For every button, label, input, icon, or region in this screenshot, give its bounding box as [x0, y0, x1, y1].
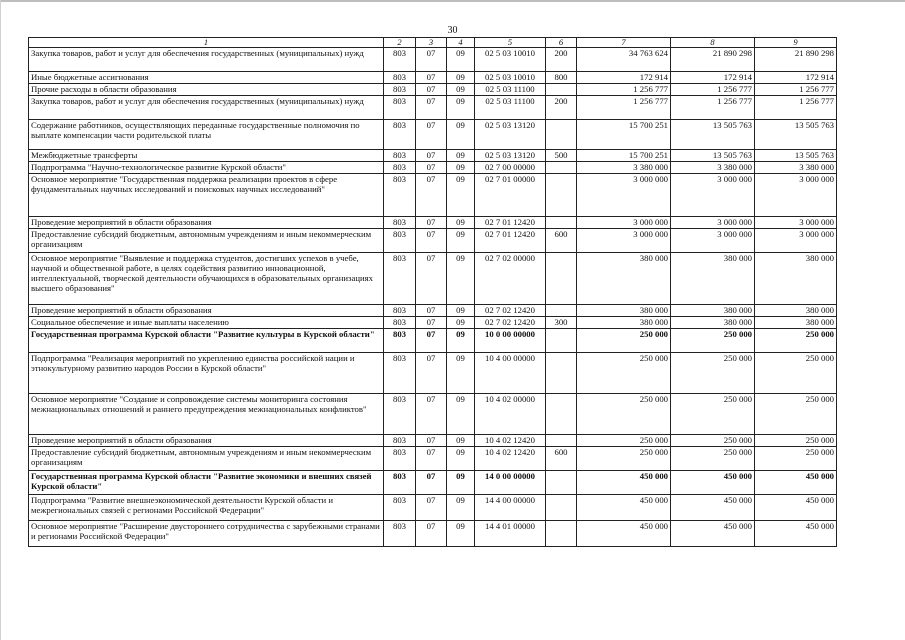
cell-amount-col9: 250 000	[755, 394, 837, 435]
cell-target-article: 14 4 00 00000	[475, 495, 546, 521]
row-name: Государственная программа Курской области "Развитие культуры в Курской области"	[29, 329, 384, 353]
cell-expense-type	[546, 495, 577, 521]
cell-section-code: 07	[416, 353, 447, 394]
cell-amount-col7: 15 700 251	[577, 150, 671, 162]
cell-section-code: 07	[416, 120, 447, 150]
cell-expense-type	[546, 84, 577, 96]
row-name: Иные бюджетные ассигнования	[29, 72, 384, 84]
table-row	[29, 120, 837, 150]
cell-ministry-code: 803	[384, 253, 416, 305]
cell-target-article: 02 5 03 13120	[475, 150, 546, 162]
cell-ministry-code: 803	[384, 48, 416, 72]
table-row	[29, 253, 837, 305]
cell-target-article: 02 7 02 00000	[475, 253, 546, 305]
cell-expense-type	[546, 162, 577, 174]
cell-amount-col8: 3 000 000	[671, 217, 755, 229]
cell-expense-type: 200	[546, 48, 577, 72]
column-number: 5	[475, 38, 546, 48]
cell-amount-col7: 3 000 000	[577, 217, 671, 229]
cell-section-code: 07	[416, 329, 447, 353]
cell-target-article: 02 5 03 11100	[475, 84, 546, 96]
table-row	[29, 72, 837, 84]
table-row	[29, 162, 837, 174]
row-name: Прочие расходы в области образования	[29, 84, 384, 96]
cell-amount-col9: 250 000	[755, 447, 837, 471]
cell-section-code: 07	[416, 394, 447, 435]
cell-amount-col9: 450 000	[755, 521, 837, 547]
cell-target-article: 10 4 02 12420	[475, 435, 546, 447]
table-row	[29, 471, 837, 495]
cell-section-code: 07	[416, 96, 447, 120]
cell-amount-col9: 450 000	[755, 495, 837, 521]
table-row	[29, 174, 837, 217]
table-row	[29, 317, 837, 329]
column-number: 9	[755, 38, 837, 48]
cell-amount-col7: 15 700 251	[577, 120, 671, 150]
cell-amount-col9: 3 000 000	[755, 174, 837, 217]
column-number-row	[29, 38, 837, 48]
cell-target-article: 02 7 01 12420	[475, 229, 546, 253]
cell-subsection-code: 09	[447, 96, 475, 120]
cell-amount-col8: 250 000	[671, 329, 755, 353]
table-row	[29, 353, 837, 394]
cell-amount-col8: 21 890 298	[671, 48, 755, 72]
cell-amount-col8: 172 914	[671, 72, 755, 84]
cell-amount-col7: 250 000	[577, 394, 671, 435]
cell-amount-col7: 250 000	[577, 435, 671, 447]
row-name: Предоставление субсидий бюджетным, автономным учреждениям и иным некоммерческим организациям	[29, 447, 384, 471]
cell-subsection-code: 09	[447, 495, 475, 521]
table-row	[29, 447, 837, 471]
row-name: Основное мероприятие "Расширение двустороннего сотрудничества с зарубежными странами и регионами Российской Федерации"	[29, 521, 384, 547]
row-name: Основное мероприятие "Создание и сопровождение системы мониторинга состояния межнациональных отношений и раннего предупреждения межнациональных конфликтов"	[29, 394, 384, 435]
cell-amount-col8: 13 505 763	[671, 150, 755, 162]
cell-section-code: 07	[416, 84, 447, 96]
cell-expense-type	[546, 120, 577, 150]
cell-section-code: 07	[416, 217, 447, 229]
table-row	[29, 495, 837, 521]
cell-amount-col8: 450 000	[671, 495, 755, 521]
cell-amount-col9: 3 000 000	[755, 217, 837, 229]
row-name: Основное мероприятие "Государственная поддержка реализации проектов в сфере фундаментальных научных исследований и поисковых научных исследований"	[29, 174, 384, 217]
cell-expense-type: 500	[546, 150, 577, 162]
cell-section-code: 07	[416, 495, 447, 521]
cell-section-code: 07	[416, 521, 447, 547]
cell-amount-col9: 250 000	[755, 329, 837, 353]
cell-amount-col8: 3 380 000	[671, 162, 755, 174]
column-number: 2	[384, 38, 416, 48]
cell-ministry-code: 803	[384, 174, 416, 217]
cell-amount-col7: 34 763 624	[577, 48, 671, 72]
cell-expense-type	[546, 174, 577, 217]
cell-expense-type	[546, 253, 577, 305]
cell-amount-col7: 1 256 777	[577, 84, 671, 96]
cell-target-article: 02 5 03 10010	[475, 72, 546, 84]
cell-ministry-code: 803	[384, 471, 416, 495]
cell-amount-col9: 450 000	[755, 471, 837, 495]
row-name: Проведение мероприятий в области образования	[29, 435, 384, 447]
cell-amount-col8: 250 000	[671, 435, 755, 447]
cell-amount-col9: 3 000 000	[755, 229, 837, 253]
cell-amount-col8: 3 000 000	[671, 174, 755, 217]
cell-amount-col9: 380 000	[755, 305, 837, 317]
cell-subsection-code: 09	[447, 305, 475, 317]
column-number: 6	[546, 38, 577, 48]
cell-expense-type	[546, 353, 577, 394]
cell-amount-col7: 450 000	[577, 471, 671, 495]
cell-subsection-code: 09	[447, 253, 475, 305]
cell-amount-col7: 250 000	[577, 447, 671, 471]
cell-target-article: 10 4 02 12420	[475, 447, 546, 471]
cell-amount-col8: 250 000	[671, 353, 755, 394]
cell-subsection-code: 09	[447, 317, 475, 329]
cell-amount-col8: 380 000	[671, 253, 755, 305]
cell-section-code: 07	[416, 48, 447, 72]
cell-subsection-code: 09	[447, 353, 475, 394]
cell-ministry-code: 803	[384, 495, 416, 521]
cell-expense-type: 600	[546, 229, 577, 253]
cell-target-article: 14 0 00 00000	[475, 471, 546, 495]
cell-amount-col7: 1 256 777	[577, 96, 671, 120]
cell-subsection-code: 09	[447, 72, 475, 84]
cell-ministry-code: 803	[384, 162, 416, 174]
cell-amount-col7: 380 000	[577, 253, 671, 305]
table-row	[29, 84, 837, 96]
cell-amount-col7: 250 000	[577, 353, 671, 394]
cell-amount-col8: 250 000	[671, 394, 755, 435]
page-number: 30	[447, 25, 458, 36]
cell-expense-type: 300	[546, 317, 577, 329]
row-name: Проведение мероприятий в области образования	[29, 217, 384, 229]
cell-expense-type: 600	[546, 447, 577, 471]
cell-target-article: 10 0 00 00000	[475, 329, 546, 353]
cell-subsection-code: 09	[447, 329, 475, 353]
table-row	[29, 305, 837, 317]
cell-ministry-code: 803	[384, 72, 416, 84]
cell-expense-type: 200	[546, 96, 577, 120]
cell-subsection-code: 09	[447, 471, 475, 495]
cell-ministry-code: 803	[384, 447, 416, 471]
cell-expense-type	[546, 394, 577, 435]
cell-amount-col9: 1 256 777	[755, 84, 837, 96]
cell-subsection-code: 09	[447, 521, 475, 547]
row-name: Подпрограмма "Развитие внешнеэкономической деятельности Курской области и межрегиональных связей с регионами Российской Федерации"	[29, 495, 384, 521]
cell-amount-col9: 21 890 298	[755, 48, 837, 72]
row-name: Государственная программа Курской области "Развитие экономики и внешних связей Курской области"	[29, 471, 384, 495]
cell-ministry-code: 803	[384, 96, 416, 120]
scan-edge-left	[0, 0, 1, 640]
cell-target-article: 10 4 00 00000	[475, 353, 546, 394]
row-name: Проведение мероприятий в области образования	[29, 305, 384, 317]
cell-expense-type	[546, 521, 577, 547]
cell-amount-col8: 380 000	[671, 305, 755, 317]
cell-amount-col9: 3 380 000	[755, 162, 837, 174]
cell-subsection-code: 09	[447, 435, 475, 447]
cell-amount-col7: 172 914	[577, 72, 671, 84]
column-number: 8	[671, 38, 755, 48]
cell-target-article: 02 7 01 12420	[475, 217, 546, 229]
cell-amount-col9: 1 256 777	[755, 96, 837, 120]
table-row	[29, 48, 837, 72]
cell-section-code: 07	[416, 435, 447, 447]
cell-expense-type	[546, 305, 577, 317]
cell-amount-col9: 250 000	[755, 353, 837, 394]
column-number: 4	[447, 38, 475, 48]
row-name: Подпрограмма "Научно-технологическое развитие Курской области"	[29, 162, 384, 174]
cell-target-article: 02 5 03 10010	[475, 48, 546, 72]
cell-expense-type	[546, 329, 577, 353]
row-name: Содержание работников, осуществляющих переданные государственные полномочия по выплате компенсации части родительской платы	[29, 120, 384, 150]
cell-amount-col8: 1 256 777	[671, 96, 755, 120]
table-row	[29, 435, 837, 447]
cell-amount-col8: 3 000 000	[671, 229, 755, 253]
row-name: Подпрограмма "Реализация мероприятий по укреплению единства российской нации и этнокультурному развитию народов России в Курской области"	[29, 353, 384, 394]
budget-table	[28, 37, 837, 547]
cell-subsection-code: 09	[447, 394, 475, 435]
cell-amount-col9: 380 000	[755, 253, 837, 305]
scan-edge-top	[0, 0, 905, 2]
cell-section-code: 07	[416, 229, 447, 253]
table-row	[29, 96, 837, 120]
cell-target-article: 02 5 03 11100	[475, 96, 546, 120]
cell-subsection-code: 09	[447, 150, 475, 162]
cell-ministry-code: 803	[384, 120, 416, 150]
column-number: 1	[29, 38, 384, 48]
cell-target-article: 14 4 01 00000	[475, 521, 546, 547]
row-name: Закупка товаров, работ и услуг для обеспечения государственных (муниципальных) нужд	[29, 48, 384, 72]
cell-subsection-code: 09	[447, 120, 475, 150]
cell-target-article: 02 7 02 12420	[475, 305, 546, 317]
cell-amount-col7: 450 000	[577, 495, 671, 521]
cell-amount-col7: 250 000	[577, 329, 671, 353]
cell-subsection-code: 09	[447, 217, 475, 229]
row-name: Закупка товаров, работ и услуг для обеспечения государственных (муниципальных) нужд	[29, 96, 384, 120]
cell-ministry-code: 803	[384, 150, 416, 162]
cell-ministry-code: 803	[384, 353, 416, 394]
cell-ministry-code: 803	[384, 435, 416, 447]
table-row	[29, 150, 837, 162]
cell-amount-col8: 13 505 763	[671, 120, 755, 150]
cell-amount-col9: 13 505 763	[755, 150, 837, 162]
cell-ministry-code: 803	[384, 317, 416, 329]
cell-amount-col7: 450 000	[577, 521, 671, 547]
cell-amount-col9: 250 000	[755, 435, 837, 447]
cell-target-article: 02 7 01 00000	[475, 174, 546, 217]
cell-section-code: 07	[416, 72, 447, 84]
cell-section-code: 07	[416, 162, 447, 174]
cell-section-code: 07	[416, 471, 447, 495]
cell-expense-type	[546, 435, 577, 447]
cell-subsection-code: 09	[447, 84, 475, 96]
cell-section-code: 07	[416, 305, 447, 317]
cell-ministry-code: 803	[384, 305, 416, 317]
cell-amount-col8: 1 256 777	[671, 84, 755, 96]
cell-ministry-code: 803	[384, 394, 416, 435]
table-row	[29, 217, 837, 229]
row-name: Предоставление субсидий бюджетным, автономным учреждениям и иным некоммерческим организациям	[29, 229, 384, 253]
cell-expense-type: 800	[546, 72, 577, 84]
table-row	[29, 394, 837, 435]
cell-ministry-code: 803	[384, 521, 416, 547]
table-row	[29, 329, 837, 353]
cell-amount-col9: 13 505 763	[755, 120, 837, 150]
cell-ministry-code: 803	[384, 217, 416, 229]
cell-amount-col7: 380 000	[577, 305, 671, 317]
cell-amount-col9: 172 914	[755, 72, 837, 84]
row-name: Межбюджетные трансферты	[29, 150, 384, 162]
cell-ministry-code: 803	[384, 229, 416, 253]
cell-target-article: 10 4 02 00000	[475, 394, 546, 435]
cell-subsection-code: 09	[447, 447, 475, 471]
row-name: Социальное обеспечение и иные выплаты населению	[29, 317, 384, 329]
cell-amount-col7: 3 380 000	[577, 162, 671, 174]
cell-subsection-code: 09	[447, 174, 475, 217]
column-number: 3	[416, 38, 447, 48]
cell-amount-col7: 3 000 000	[577, 229, 671, 253]
cell-amount-col7: 380 000	[577, 317, 671, 329]
cell-amount-col8: 380 000	[671, 317, 755, 329]
cell-subsection-code: 09	[447, 48, 475, 72]
cell-amount-col8: 450 000	[671, 471, 755, 495]
cell-amount-col7: 3 000 000	[577, 174, 671, 217]
cell-section-code: 07	[416, 150, 447, 162]
table-row	[29, 229, 837, 253]
table-row	[29, 521, 837, 547]
cell-target-article: 02 7 02 12420	[475, 317, 546, 329]
cell-target-article: 02 5 03 13120	[475, 120, 546, 150]
cell-amount-col9: 380 000	[755, 317, 837, 329]
cell-ministry-code: 803	[384, 329, 416, 353]
cell-expense-type	[546, 217, 577, 229]
cell-section-code: 07	[416, 253, 447, 305]
cell-amount-col8: 450 000	[671, 521, 755, 547]
cell-subsection-code: 09	[447, 162, 475, 174]
cell-ministry-code: 803	[384, 84, 416, 96]
table-body	[29, 48, 837, 547]
cell-target-article: 02 7 00 00000	[475, 162, 546, 174]
cell-section-code: 07	[416, 317, 447, 329]
cell-subsection-code: 09	[447, 229, 475, 253]
column-number: 7	[577, 38, 671, 48]
cell-amount-col8: 250 000	[671, 447, 755, 471]
cell-section-code: 07	[416, 174, 447, 217]
cell-section-code: 07	[416, 447, 447, 471]
cell-expense-type	[546, 471, 577, 495]
row-name: Основное мероприятие "Выявление и поддержка студентов, достигших успехов в учебе, научной и общественной работе, в целях содействия развитию инновационной, интеллектуальной, творческой деятельности обучающихся в образовательных организациях высшего образования"	[29, 253, 384, 305]
